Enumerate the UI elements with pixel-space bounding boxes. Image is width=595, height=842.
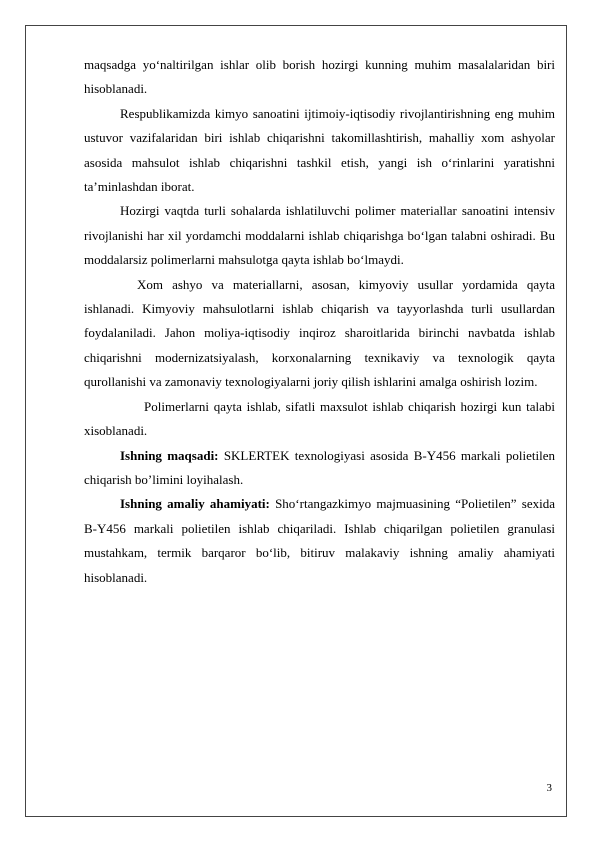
label-ishning-amaliy-ahamiyati: Ishning amaliy ahamiyati: [120, 496, 270, 512]
page-number: 3 [546, 782, 552, 794]
paragraph-respublikamizda: Respublikamizda kimyo sanoatini ijtimoiy-iqtisodiy rivojlantirishning eng muhim ustuvor vazifalaridan biri ishlab chiqarishni takomillashtirish, mahalliy xom ashyolar asosida mahsulot ishlab chiqarishni tashkil etish, yangi ish o‘rinlarini yaratishni ta’minlashdan iborat. [84, 105, 555, 195]
paragraph-polimerlarni: Polimerlarni qayta ishlab, sifatli maxsulot ishlab chiqarish hozirgi kun talabi xisoblanadi. [84, 398, 555, 439]
paragraph-hozirgi-vaqtda: Hozirgi vaqtda turli sohalarda ishlatiluvchi polimer materiallar sanoatini intensiv rivojlanishi har xil yordamchi moddalarni ishlab chiqarishga bo‘lgan talabni oshiradi. Bu moddalarsiz polimerlarni mahsulotga qayta ishlab bo‘lmaydi. [84, 203, 555, 268]
label-ishning-maqsadi: Ishning maqsadi: [120, 447, 219, 463]
paragraph-continuation: maqsadga yo‘naltirilgan ishlar olib borish hozirgi kunning muhim masalalaridan biri hisoblanadi. [84, 57, 555, 97]
document-body [84, 53, 555, 590]
paragraph-ishning-amaliy-ahamiyati [84, 492, 555, 590]
text-ishning-amaliy-ahamiyati: Sho‘rtangazkimyo majmuasining “Polietilen” sexida B-Y456 markali polietilen ishlab chiqariladi. Ishlab chiqarilgan polietilen granulasi mustahkam, termik barqaror bo‘lib, bitiruv malakaviy ishning amaliy ahamiyati hisoblanadi. [84, 496, 555, 585]
paragraph-ishning-maqsadi [84, 444, 555, 493]
text-ishning-maqsadi: SKLERTEK texnologiyasi asosida B-Y456 markali polietilen chiqarish bo’limini loyihalash. [84, 447, 555, 487]
paragraph-xom-ashyo: Xom ashyo va materiallarni, asosan, kimyoviy usullar yordamida qayta ishlanadi. Kimyoviy mahsulotlarni ishlab chiqarish va tayyorlashda turli usullardan foydalaniladi. Jahon moliya-iqtisodiy inqiroz sharoitlarida birinchi navbatda ishlab chiqarishni modernizatsiyalash, korxonalarning texnikaviy va texnologik qayta qurollanishi va zamonaviy texnologiyalarni joriy qilish ishlarini amalga oshirish lozim. [84, 276, 555, 390]
